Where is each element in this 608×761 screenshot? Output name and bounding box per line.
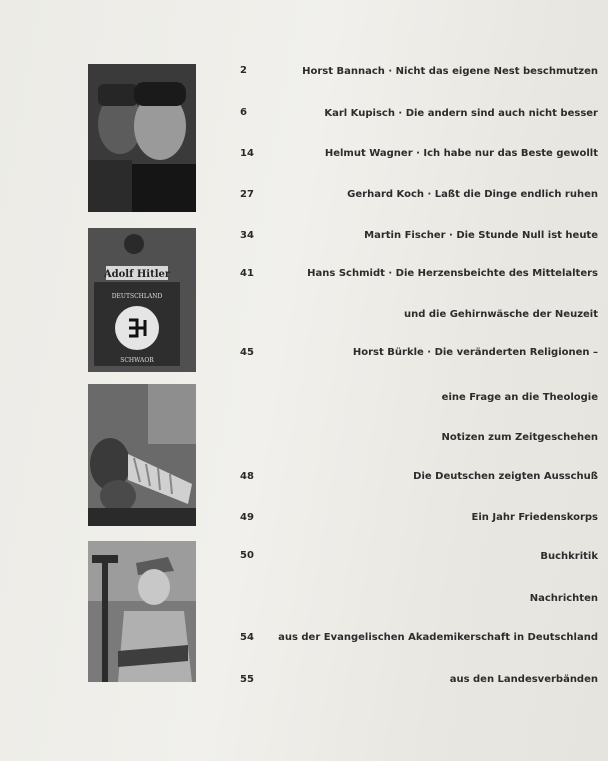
page-number: 55 [240, 674, 254, 685]
toc-entry: Hans Schmidt · Die Herzensbeichte des Mittelalters [307, 268, 598, 279]
page-number: 27 [240, 189, 254, 200]
toc-entry: eine Frage an die Theologie [441, 392, 598, 403]
toc-entry: Martin Fischer · Die Stunde Null ist heute [364, 230, 598, 241]
page-number: 48 [240, 471, 254, 482]
toc-entry: Nachrichten [529, 593, 598, 604]
page-number: 50 [240, 550, 254, 561]
portrait-photo [88, 64, 196, 212]
page-number: 41 [240, 268, 254, 279]
page-number: 34 [240, 230, 254, 241]
toc-entry: Helmut Wagner · Ich habe nur das Beste gewollt [324, 148, 598, 159]
page-number: 14 [240, 148, 254, 159]
toc-entry: Notizen zum Zeitgeschehen [441, 432, 598, 443]
toc-entry: Gerhard Koch · Laßt die Dinge endlich ruhen [347, 189, 598, 200]
toc-entry: aus den Landesverbänden [449, 674, 598, 685]
toc-entry: Die Deutschen zeigten Ausschuß [413, 471, 598, 482]
toc-entry: Horst Bürkle · Die veränderten Religionen – [352, 347, 598, 358]
camp-victims-photo [88, 384, 196, 526]
banner-subtitle: DEUTSCHLAND [111, 293, 163, 300]
toc-entry: und die Gehirnwäsche der Neuzeit [404, 309, 598, 320]
page-number: 54 [240, 632, 254, 643]
toc-entry: Karl Kupisch · Die andern sind auch nicht besser [324, 108, 598, 119]
banner-photo [88, 228, 196, 372]
banner-bottom-text: SCHWAOR [120, 357, 154, 364]
page-number: 49 [240, 512, 254, 523]
banner-title: Adolf Hitler [103, 269, 171, 280]
page-number: 2 [240, 65, 247, 76]
page-number: 6 [240, 107, 247, 118]
toc-entry: Buchkritik [540, 551, 598, 562]
toc-entry: Ein Jahr Friedenskorps [471, 512, 598, 523]
toc-entry: Horst Bannach · Nicht das eigene Nest beschmutzen [302, 66, 598, 77]
toc-entry: aus der Evangelischen Akademikerschaft in Deutschland [278, 632, 598, 643]
page-number: 45 [240, 347, 254, 358]
soldier-with-shovel-photo [88, 541, 196, 682]
